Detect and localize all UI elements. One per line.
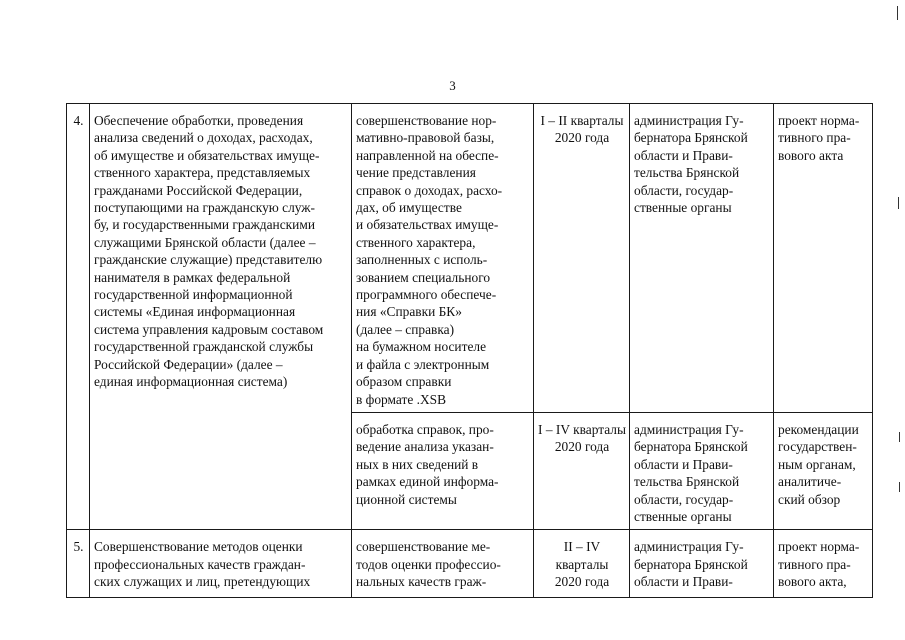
measure-text: Совершенствование методов оценки профессиональных качеств граждан- ских служащих и лиц, претендующих [94, 539, 311, 590]
row-number: 4. [73, 113, 84, 128]
form-cell [774, 530, 873, 598]
result-text: совершенствование нор- мативно-правовой базы, направленной на обеспе- чение представления справок о доходах, расхо- дах, об имуществе и обязательствах имуще- ственного характера, заполненных с исполь- зованием специального программного обеспече- ния «Справки БК» (далее – справка) на бумажном носителе и файла с электронным образом справки в формате .XSB [356, 113, 503, 407]
page-number: 3 [449, 78, 456, 93]
result-cell [352, 104, 534, 413]
deadline-text: II – IV кварталы 2020 года [554, 539, 610, 590]
executor-text: администрация Гу- бернатора Брянской области и Прави- тельства Брянской области, государ- ственные органы [634, 421, 748, 524]
row-number-cell [67, 530, 90, 598]
form-text: проект норма- тивного пра- вового акта, [778, 539, 860, 590]
deadline-cell [534, 530, 630, 598]
deadline-cell [534, 104, 630, 413]
executor-text: администрация Гу- бернатора Брянской области и Прави- тельства Брянской области, государ- ственные органы [634, 113, 748, 216]
result-cell [352, 530, 534, 598]
measure-cell [90, 104, 352, 530]
scan-edge-mark [899, 432, 900, 442]
form-text: рекомендации государствен- ным органам, аналитиче- ский обзор [778, 421, 859, 507]
scan-edge-mark [897, 6, 898, 20]
measure-text: Обеспечение обработки, проведения анализа сведений о доходах, расходах, об имуществе и обязательствах имуще- ственного характера, представляемых гражданами Российской Федерации, поступающими на гражданскую служ- бу, и государственными гражданскими служащими Брянской области (далее – гражданские служащие) представителю нанимателя в рамках федеральной государственной информационной системы «Единая информационная система управления кадровым составом государственной гражданской службы Российской Федерации» (далее – единая информационная система) [94, 113, 324, 390]
result-text: совершенствование ме- тодов оценки профессио- нальных качеств граж- [356, 539, 501, 590]
executor-cell [630, 412, 774, 529]
measures-table [66, 103, 873, 598]
deadline-text: I – II кварталы 2020 года [540, 113, 624, 146]
scan-edge-mark [899, 482, 900, 492]
form-cell [774, 104, 873, 413]
scan-edge-mark [898, 197, 899, 209]
row-number-cell [67, 104, 90, 530]
measure-cell [90, 530, 352, 598]
deadline-cell [534, 412, 630, 529]
executor-text: администрация Гу- бернатора Брянской области и Прави- [634, 539, 748, 590]
result-cell [352, 412, 534, 529]
form-cell [774, 412, 873, 529]
executor-cell [630, 104, 774, 413]
deadline-text: I – IV кварталы 2020 года [538, 421, 626, 455]
result-text: обработка справок, про- ведение анализа указан- ных в них сведений в рамках единой информа- ционной системы [356, 421, 499, 507]
table-row [67, 530, 873, 598]
executor-cell [630, 530, 774, 598]
row-number: 5. [73, 539, 84, 555]
table-row [67, 104, 873, 413]
form-text: проект норма- тивного пра- вового акта [778, 113, 860, 163]
